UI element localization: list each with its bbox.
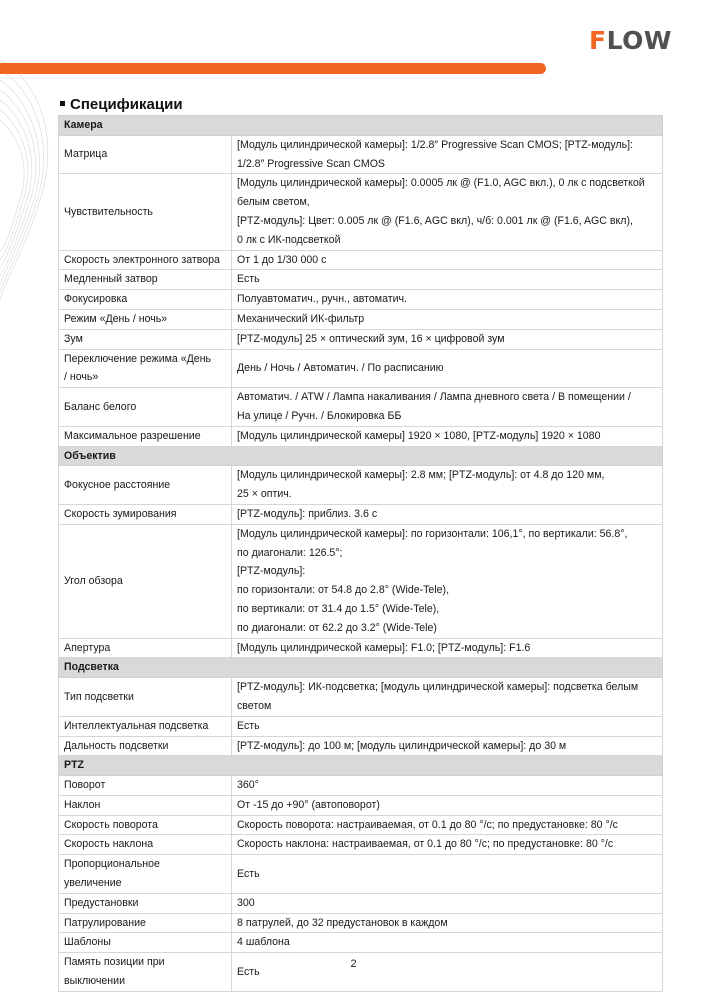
spec-value-line: Полуавтоматич., ручн., автоматич. bbox=[237, 293, 407, 306]
spec-label-line: Баланс белого bbox=[64, 400, 137, 413]
spec-label bbox=[59, 815, 232, 835]
bullet-square-icon bbox=[60, 101, 65, 106]
spec-value-line: [PTZ-модуль]: ИК-подсветка; [модуль цилиндрической камеры]: подсветка белым bbox=[237, 681, 639, 694]
spec-label-line: Матрица bbox=[64, 148, 108, 161]
spec-label bbox=[59, 329, 232, 349]
spec-label-line: Медленный затвор bbox=[64, 273, 158, 286]
spec-row bbox=[59, 349, 663, 388]
spec-label-line: Режим «День / ночь» bbox=[64, 312, 168, 325]
spec-label bbox=[59, 504, 232, 524]
spec-label bbox=[59, 736, 232, 756]
spec-value bbox=[232, 466, 663, 505]
spec-label-line: Максимальное разрешение bbox=[64, 429, 201, 442]
spec-label bbox=[59, 349, 232, 388]
spec-value bbox=[232, 329, 663, 349]
spec-label bbox=[59, 250, 232, 270]
spec-value-line: 4 шаблона bbox=[237, 936, 290, 949]
spec-value-line: 0 лк с ИК-подсветкой bbox=[237, 233, 341, 246]
spec-label-line: Переключение режима «День bbox=[64, 352, 212, 365]
spec-value bbox=[232, 678, 663, 717]
spec-value-line: по вертикали: от 31.4 до 1.5° (Wide-Tele), bbox=[237, 602, 440, 615]
spec-row bbox=[59, 135, 663, 174]
spec-value bbox=[232, 776, 663, 796]
spec-row bbox=[59, 466, 663, 505]
spec-value bbox=[232, 736, 663, 756]
spec-label bbox=[59, 270, 232, 290]
spec-value-line: [Модуль цилиндрической камеры]: 1/2.8″ Progressive Scan CMOS; [PTZ-модуль]: bbox=[237, 138, 633, 151]
spec-label-line: Угол обзора bbox=[64, 574, 123, 587]
spec-label-line: Скорость поворота bbox=[64, 818, 158, 831]
spec-value bbox=[232, 933, 663, 953]
spec-value-line: [PTZ-модуль]: Цвет: 0.005 лк @ (F1.6, AGC вкл), ч/б: 0.001 лк @ (F1.6, AGC вкл), bbox=[237, 214, 633, 227]
spec-row bbox=[59, 270, 663, 290]
spec-row bbox=[59, 835, 663, 855]
spec-label-line: Зум bbox=[64, 332, 83, 345]
spec-label-line: Поворот bbox=[64, 779, 106, 792]
spec-value-line: 360° bbox=[237, 779, 259, 792]
spec-row bbox=[59, 716, 663, 736]
spec-row bbox=[59, 309, 663, 329]
spec-value-line: [Модуль цилиндрической камеры] 1920 × 1080, [PTZ-модуль] 1920 × 1080 bbox=[237, 429, 601, 442]
spec-value-line: 300 bbox=[237, 896, 255, 909]
spec-value-line: 25 × оптич. bbox=[237, 488, 292, 501]
spec-value-line: Автоматич. / ATW / Лампа накаливания / Лампа дневного света / В помещении / bbox=[237, 391, 631, 404]
spec-value-line: по горизонтали: от 54.8 до 2.8° (Wide-Tele), bbox=[237, 584, 450, 597]
spec-value-line: светом bbox=[237, 699, 272, 712]
spec-value-line: От -15 до +90° (автоповорот) bbox=[237, 798, 380, 811]
spec-label bbox=[59, 524, 232, 638]
spec-label-line: Апертура bbox=[64, 641, 111, 654]
category-name: PTZ bbox=[59, 756, 663, 776]
spec-label-line: Фокусное расстояние bbox=[64, 478, 171, 491]
spec-value bbox=[232, 524, 663, 638]
spec-value-line: [PTZ-модуль]: до 100 м; [модуль цилиндрической камеры]: до 30 м bbox=[237, 739, 567, 752]
header-accent-bar bbox=[0, 63, 546, 74]
spec-row bbox=[59, 290, 663, 310]
spec-row bbox=[59, 250, 663, 270]
spec-label bbox=[59, 638, 232, 658]
spec-label bbox=[59, 426, 232, 446]
section-title-text: Спецификации bbox=[70, 96, 183, 113]
category-row bbox=[59, 116, 663, 136]
spec-label-line: Предустановки bbox=[64, 896, 139, 909]
spec-value bbox=[232, 250, 663, 270]
spec-value-line: От 1 до 1/30 000 с bbox=[237, 253, 327, 266]
spec-row bbox=[59, 388, 663, 427]
spec-row bbox=[59, 426, 663, 446]
spec-label bbox=[59, 795, 232, 815]
spec-value-line: по диагонали: от 62.2 до 3.2° (Wide-Tele) bbox=[237, 621, 437, 634]
spec-row bbox=[59, 678, 663, 717]
spec-label-line: Тип подсветки bbox=[64, 690, 134, 703]
category-name: Объектив bbox=[59, 446, 663, 466]
spec-value-line: по диагонали: 126.5°; bbox=[237, 546, 343, 559]
spec-table bbox=[58, 115, 663, 992]
spec-label bbox=[59, 290, 232, 310]
spec-value bbox=[232, 913, 663, 933]
category-name: Камера bbox=[59, 116, 663, 136]
spec-value-line: День / Ночь / Автоматич. / По расписанию bbox=[237, 361, 444, 374]
category-row bbox=[59, 446, 663, 466]
spec-label bbox=[59, 913, 232, 933]
spec-row bbox=[59, 855, 663, 894]
spec-label bbox=[59, 893, 232, 913]
spec-value bbox=[232, 270, 663, 290]
spec-label-line: Интеллектуальная подсветка bbox=[64, 719, 209, 732]
spec-value-line: Скорость поворота: настраиваемая, от 0.1 до 80 °/c; по предустановке: 80 °/c bbox=[237, 818, 618, 831]
spec-label bbox=[59, 135, 232, 174]
spec-table-body bbox=[59, 116, 663, 992]
spec-value-line: [Модуль цилиндрической камеры]: F1.0; [PTZ-модуль]: F1.6 bbox=[237, 641, 531, 654]
spec-value bbox=[232, 504, 663, 524]
spec-label bbox=[59, 835, 232, 855]
spec-value-line: Механический ИК-фильтр bbox=[237, 312, 365, 325]
spec-label-line: Скорость наклона bbox=[64, 838, 154, 851]
spec-label bbox=[59, 466, 232, 505]
spec-label bbox=[59, 855, 232, 894]
spec-label-line: Память позиции при bbox=[64, 956, 165, 969]
spec-value-line: [PTZ-модуль] 25 × оптический зум, 16 × цифровой зум bbox=[237, 332, 505, 345]
spec-row bbox=[59, 638, 663, 658]
spec-value-line: Есть bbox=[237, 719, 260, 732]
spec-label bbox=[59, 678, 232, 717]
spec-label-line: Патрулирование bbox=[64, 916, 146, 929]
spec-row bbox=[59, 736, 663, 756]
spec-label bbox=[59, 776, 232, 796]
spec-row bbox=[59, 174, 663, 250]
flow-logo bbox=[589, 25, 672, 55]
spec-label bbox=[59, 716, 232, 736]
section-title bbox=[60, 96, 183, 113]
spec-value bbox=[232, 835, 663, 855]
spec-label-line: Пропорциональное bbox=[64, 858, 160, 871]
spec-value-line: белым светом, bbox=[237, 196, 310, 209]
spec-value-line: Есть bbox=[237, 867, 260, 880]
spec-value-line: Скорость наклона: настраиваемая, от 0.1 до 80 °/c; по предустановке: 80 °/c bbox=[237, 838, 614, 851]
spec-row bbox=[59, 913, 663, 933]
spec-label-line: Шаблоны bbox=[64, 936, 111, 949]
spec-value bbox=[232, 795, 663, 815]
spec-value bbox=[232, 349, 663, 388]
spec-value bbox=[232, 135, 663, 174]
spec-value bbox=[232, 309, 663, 329]
spec-row bbox=[59, 933, 663, 953]
spec-value bbox=[232, 815, 663, 835]
spec-label-line: увеличение bbox=[64, 877, 122, 890]
spec-label-line: Скорость зумирования bbox=[64, 507, 177, 520]
spec-value bbox=[232, 426, 663, 446]
spec-label bbox=[59, 388, 232, 427]
spec-row bbox=[59, 524, 663, 638]
spec-value bbox=[232, 290, 663, 310]
spec-value-line: На улице / Ручн. / Блокировка ББ bbox=[237, 409, 402, 422]
spec-value-line: [PTZ-модуль]: bbox=[237, 565, 306, 578]
spec-label-line: / ночь» bbox=[64, 371, 99, 384]
spec-value-line: Есть bbox=[237, 965, 260, 978]
spec-value bbox=[232, 855, 663, 894]
spec-label-line: Наклон bbox=[64, 798, 101, 811]
spec-label-line: Скорость электронного затвора bbox=[64, 253, 220, 266]
spec-value-line: [PTZ-модуль]: приблиз. 3.6 с bbox=[237, 507, 378, 520]
category-name: Подсветка bbox=[59, 658, 663, 678]
category-row bbox=[59, 658, 663, 678]
spec-label bbox=[59, 309, 232, 329]
spec-label-line: Фокусировка bbox=[64, 293, 128, 306]
spec-row bbox=[59, 815, 663, 835]
spec-value-line: 1/2.8″ Progressive Scan CMOS bbox=[237, 157, 386, 170]
spec-label-line: Чувствительность bbox=[64, 205, 153, 218]
spec-label-line: выключении bbox=[64, 975, 125, 988]
spec-row bbox=[59, 776, 663, 796]
spec-value-line: [Модуль цилиндрической камеры]: 0.0005 лк @ (F1.0, AGC вкл.), 0 лк с подсветкой bbox=[237, 177, 645, 190]
spec-value-line: 8 патрулей, до 32 предустановок в каждом bbox=[237, 916, 448, 929]
spec-value-line: Есть bbox=[237, 273, 260, 286]
logo-text: LOW bbox=[606, 25, 672, 55]
spec-value-line: [Модуль цилиндрической камеры]: по горизонтали: 106,1°, по вертикали: 56.8°, bbox=[237, 527, 628, 540]
spec-row bbox=[59, 504, 663, 524]
spec-value bbox=[232, 638, 663, 658]
spec-row bbox=[59, 795, 663, 815]
spec-row bbox=[59, 893, 663, 913]
page-number: 2 bbox=[350, 958, 357, 970]
spec-label bbox=[59, 174, 232, 250]
category-row bbox=[59, 756, 663, 776]
logo-mark: F bbox=[589, 25, 607, 55]
spec-value bbox=[232, 174, 663, 250]
spec-label-line: Дальность подсветки bbox=[64, 739, 169, 752]
spec-row bbox=[59, 329, 663, 349]
spec-label bbox=[59, 933, 232, 953]
spec-value bbox=[232, 388, 663, 427]
spec-value bbox=[232, 893, 663, 913]
spec-value-line: [Модуль цилиндрической камеры]: 2.8 мм; [PTZ-модуль]: от 4.8 до 120 мм, bbox=[237, 469, 605, 482]
spec-value bbox=[232, 716, 663, 736]
